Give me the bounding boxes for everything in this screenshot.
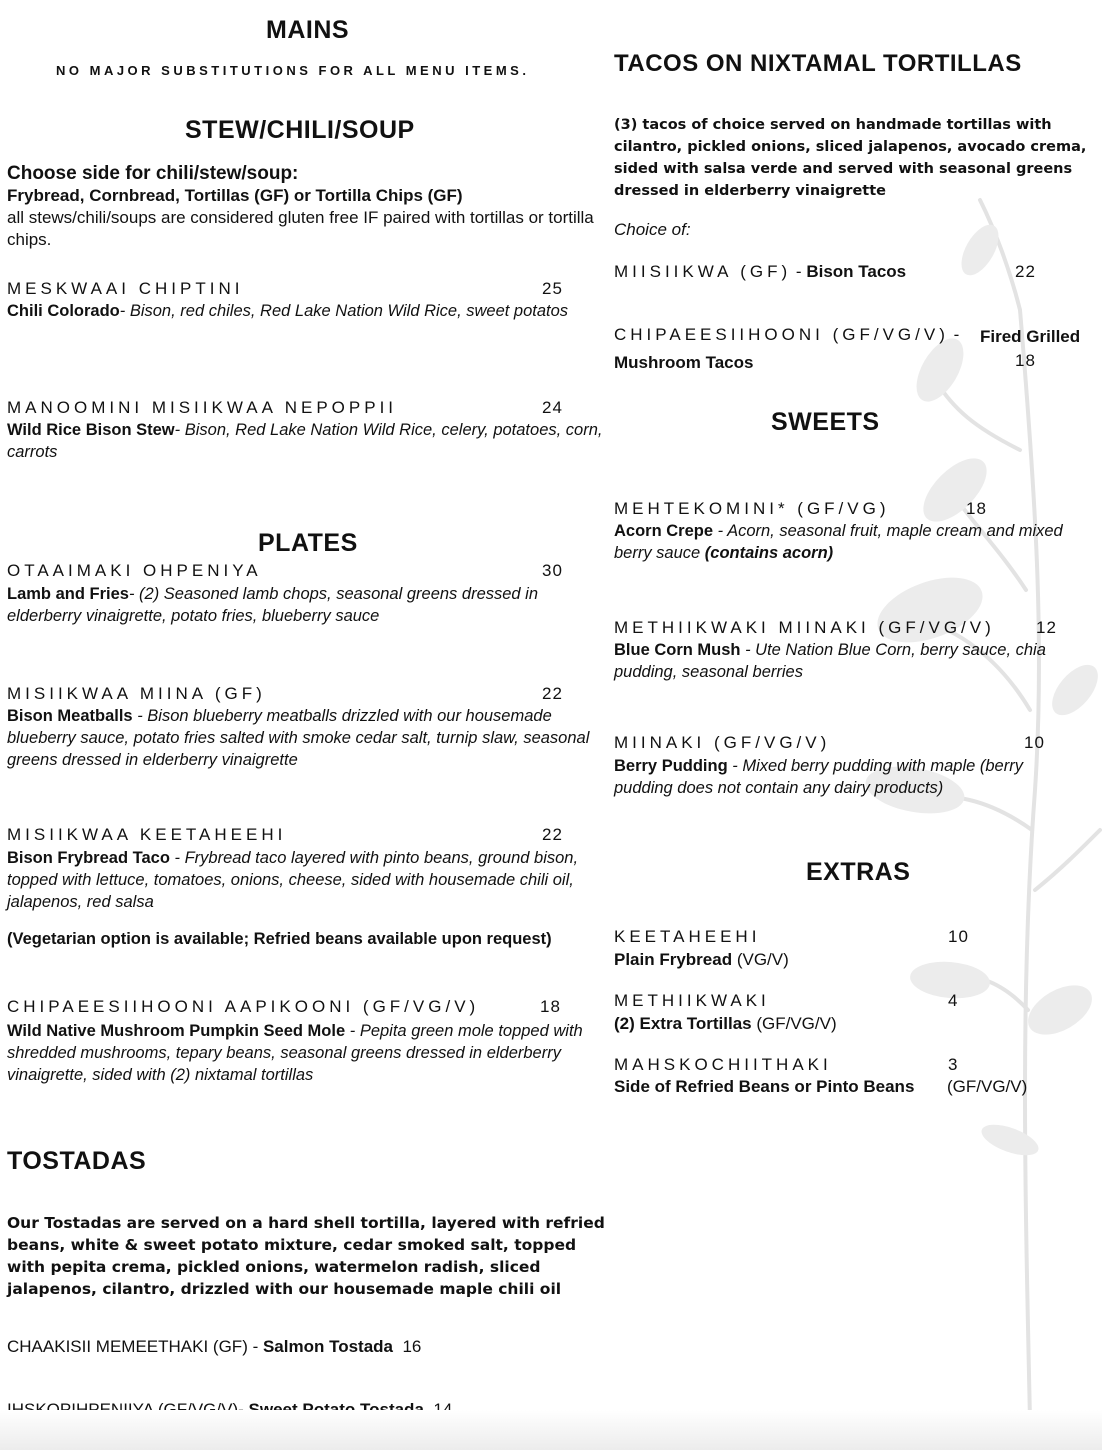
menu-item-price: 12 [1036,618,1057,637]
menu-item-price: 25 [542,279,563,298]
sweets-title: SWEETS [771,408,880,436]
menu-item-price: 10 [948,927,969,946]
menu-item-price: 22 [542,684,563,703]
diet-tags: (VG/V) [732,950,789,969]
extra-item-desc [614,1077,914,1097]
substitution-notice: NO MAJOR SUBSTITUTIONS FOR ALL MENU ITEMS. [56,63,530,78]
plates-title: PLATES [258,529,358,557]
menu-item-desc [7,419,605,463]
taco-item: MIISIIKWA (GF) - Bison Tacos [614,262,907,281]
menu-item-price: 22 [542,825,563,844]
description: - Bison, Red Lake Nation Wild Rice, celery, potatoes, corn, carrots [7,421,603,461]
english-name: Salmon Tostada [262,1337,394,1356]
menu-item-name: MEHTEKOMINI* (GF/VG) [614,499,890,518]
tacos-title: TACOS ON NIXTAMAL TORTILLAS [614,50,1022,77]
menu-item-name: MANOOMINI MISIIKWAA NEPOPPII [7,398,398,417]
extras-title: EXTRAS [806,858,911,886]
description: - Acorn, seasonal fruit, maple cream and mixed berry sauce [614,522,1063,562]
mains-title: MAINS [266,16,350,44]
menu-item-name: CHIPAEESIIHOONI (GF/VG/V) [614,325,949,344]
menu-item-name: MESKWAAI CHIPTINI [7,279,244,298]
description: - (2) Seasoned lamb chops, seasonal greens dressed in elderberry vinaigrette, potato fries, blueberry sauce [7,585,539,625]
menu-item-name: MISIIKWAA KEETAHEEHI [7,825,287,844]
extra-item-desc [614,1014,837,1034]
menu-item-desc [614,520,1102,564]
tacos-description: (3) tacos of choice served on handmade tortillas with cilantro, pickled onions, sliced jalapenos, avocado crema, sided with salsa verde and served with seasonal greens dressed in elderberry vinaigrette [614,117,1087,199]
english-name: Lamb and Fries [7,585,129,603]
menu-item-name: MIISIIKWA (GF) [614,262,792,281]
english-name: Berry Pudding [614,757,728,775]
menu-item-desc [7,847,605,913]
menu-item-price: 16 [402,1337,422,1356]
diet-tags: (GF/VG/V) [751,1014,837,1033]
menu-item-price: 3 [948,1055,959,1074]
menu-item-desc [7,1020,605,1086]
english-name: Bison Meatballs [7,707,133,725]
description: - Bison, red chiles, Red Lake Nation Wild Rice, sweet potatos [119,302,569,320]
english-name: Plain Frybread [614,950,733,969]
menu-item-price: 22 [1015,262,1036,281]
menu-item-desc [7,300,605,322]
bottom-edge [0,1410,1102,1450]
menu-item-name: CHAAKISII MEMEETHAKI (GF) - [7,1337,263,1356]
menu-item-price: 18 [1015,351,1036,370]
menu-item-price: 4 [948,991,959,1010]
english-name: Blue Corn Mush [614,641,741,659]
english-name: Fired Grilled Mushroom Tacos [614,327,1081,372]
menu-item-desc [614,639,1094,683]
menu-item-name: MIINAKI (GF/VG/V) [614,733,831,752]
menu-item-name: KEETAHEEHI [614,927,761,946]
menu-item-price: 18 [966,499,987,518]
english-name: Chili Colorado [7,302,120,320]
english-name: Bison Tacos [806,262,907,281]
english-name: Bison Frybread Taco [7,849,170,867]
tostada-item [7,1337,421,1357]
menu-item-desc [7,705,605,771]
taco-item: CHIPAEESIIHOONI (GF/VG/V) - [614,325,960,344]
side-heading: Choose side for chili/stew/soup: [7,163,299,184]
english-name: Side of Refried Beans or Pinto Beans [614,1077,915,1096]
menu-item-name: CHIPAEESIIHOONI AAPIKOONI (GF/VG/V) [7,997,480,1016]
menu-item-price: 10 [1024,733,1045,752]
description: - Pepita green mole topped with shredded mushrooms, tepary beans, seasonal greens dressed in elderberry vinaigrette, sided with (2) nixtamal tortillas [7,1022,583,1084]
menu-item-name: METHIIKWAKI MIINAKI (GF/VG/V) [614,618,995,637]
gf-note: all stews/chili/soups are considered gluten free IF paired with tortillas or tortilla chips. [7,208,594,249]
menu-item-price: 18 [540,997,561,1016]
stew-title: STEW/CHILI/SOUP [185,116,415,144]
diet-tags: (GF/VG/V) [947,1077,1028,1096]
description: - Frybread taco layered with pinto beans, ground bison, topped with lettuce, tomatoes, onions, cheese, sided with housemade chili oil, jalapenos, red salsa [7,849,579,911]
tostadas-title: TOSTADAS [7,1147,147,1175]
menu-item-name: OTAAIMAKI OHPENIYA [7,561,262,580]
english-name: Acorn Crepe [614,522,714,540]
menu-item-desc [7,583,605,627]
vegetarian-note: (Vegetarian option is available; Refried beans available upon request) [7,930,552,948]
english-name: Wild Rice Bison Stew [7,421,175,439]
stew-sides [7,163,597,251]
extra-item-desc [614,950,789,970]
choice-label: Choice of: [614,220,691,239]
menu-item-name: METHIIKWAKI [614,991,770,1010]
description: - Mixed berry pudding with maple (berry pudding does not contain any dairy products) [614,757,1023,797]
description: - Ute Nation Blue Corn, berry sauce, chia pudding, seasonal berries [614,641,1046,681]
menu-item-name: MISIIKWAA MIINA (GF) [7,684,266,703]
menu-item-price: 30 [542,561,563,580]
allergen-note: (contains acorn) [704,544,834,562]
menu-item-price: 24 [542,398,563,417]
menu-item-desc [614,755,1054,799]
english-name: Wild Native Mushroom Pumpkin Seed Mole [7,1022,346,1040]
tostadas-description: Our Tostadas are served on a hard shell tortilla, layered with refried beans, white & sweet potato mixture, cedar smoked salt, topped with pepita crema, pickled onions, watermelon radish, sliced jalapenos, cilantro, drizzled with our housemade maple chili oil [7,1214,605,1298]
english-name: (2) Extra Tortillas [614,1014,752,1033]
side-options: Frybread, Cornbread, Tortillas (GF) or Tortilla Chips (GF) [7,186,463,205]
description: - Bison blueberry meatballs drizzled with our housemade blueberry sauce, potato fries salted with smoke cedar salt, turnip slaw, seasonal greens dressed in elderberry vinaigrette [7,707,590,769]
menu-item-name: MAHSKOCHIITHAKI [614,1055,832,1074]
